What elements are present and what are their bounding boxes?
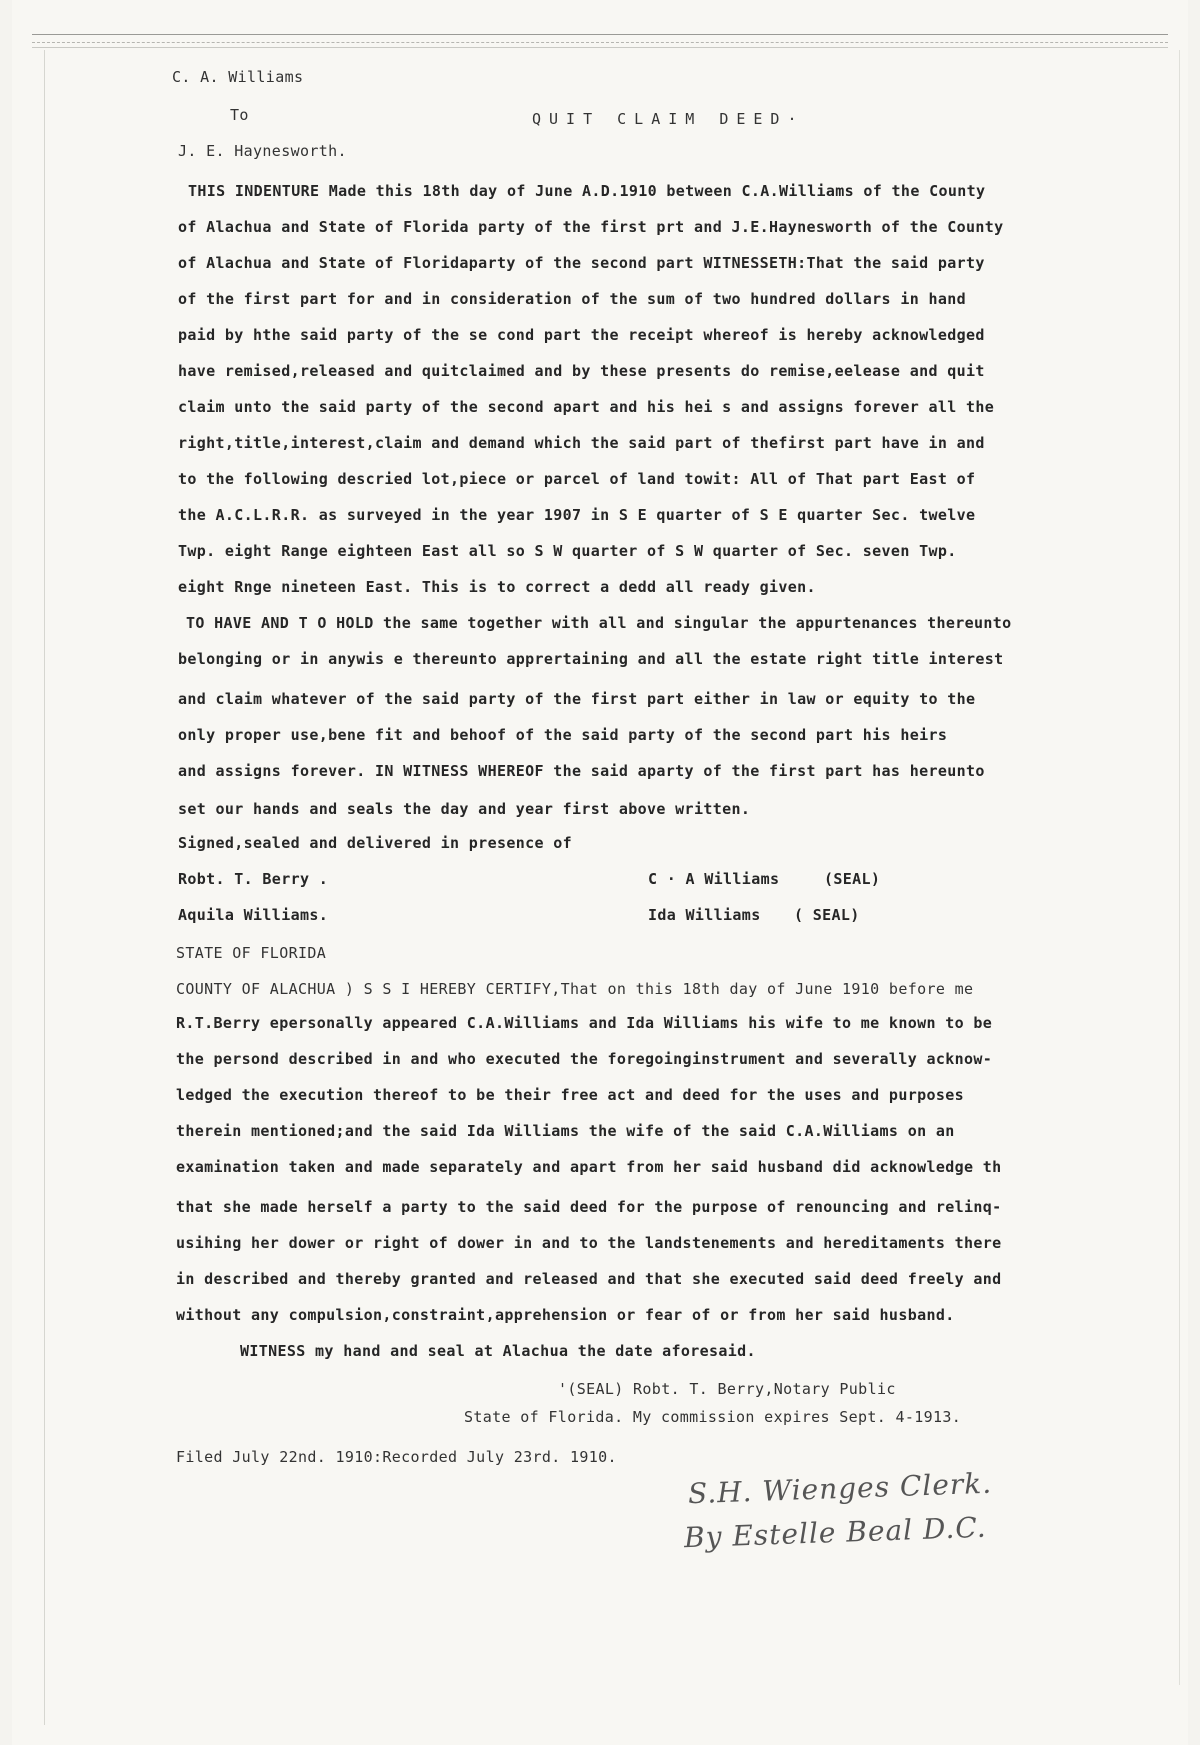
habendum-line: belonging or in anywis e thereunto apprertaining and all the estate right title interest xyxy=(178,650,1004,668)
acknowledgment-line: R.T.Berry epersonally appeared C.A.Williams and Ida Williams his wife to me known to be xyxy=(176,1014,993,1032)
body-line: the A.C.L.R.R. as surveyed in the year 1907 in S E quarter of S E quarter Sec. twelve xyxy=(178,506,976,524)
deputy-clerk-signature: By Estelle Beal D.C. xyxy=(683,1510,988,1555)
body-line: of the first part for and in consideration of the sum of two hundred dollars in hand xyxy=(178,290,966,308)
habendum-line: only proper use,bene fit and behoof of the said party of the second part his heirs xyxy=(178,726,948,744)
seal-label: ( SEAL) xyxy=(794,906,860,924)
body-line: of Alachua and State of Florida party of the first prt and J.E.Haynesworth of the County xyxy=(178,218,1004,236)
clerk-signature: S.H. Wienges Clerk. xyxy=(687,1466,993,1511)
body-line: right,title,interest,claim and demand which the said part of thefirst part have in and xyxy=(178,434,985,452)
habendum-line: TO HAVE AND T O HOLD the same together with all and singular the appurtenances thereunto xyxy=(186,614,1012,632)
document-title: QUIT CLAIM DEED· xyxy=(532,110,805,128)
acknowledgment-line: ledged the execution thereof to be their free act and deed for the uses and purposes xyxy=(176,1086,964,1104)
county-line: COUNTY OF ALACHUA ) S S I HEREBY CERTIFY,That on this 18th day of June 1910 before me xyxy=(176,980,974,998)
habendum-line: and assigns forever. IN WITNESS WHEREOF the said aparty of the first part has hereunto xyxy=(178,762,985,780)
to-label: To xyxy=(230,106,249,124)
top-rule xyxy=(32,34,1168,35)
acknowledgment-line: in described and thereby granted and released and that she executed said deed freely and xyxy=(176,1270,1002,1288)
grantee-name: J. E. Haynesworth. xyxy=(178,142,347,160)
left-margin-line xyxy=(44,50,45,1725)
top-rule-dashed xyxy=(32,42,1168,43)
deed-page xyxy=(12,0,1188,1745)
acknowledgment-line: therein mentioned;and the said Ida Williams the wife of the said C.A.Williams on an xyxy=(176,1122,955,1140)
seal-label: (SEAL) xyxy=(824,870,881,888)
commission-line: State of Florida. My commission expires Sept. 4-1913. xyxy=(464,1408,962,1426)
acknowledgment-line: without any compulsion,constraint,apprehension or fear of or from her said husband. xyxy=(176,1306,955,1324)
body-line: have remised,released and quitclaimed and by these presents do remise,eelease and quit xyxy=(178,362,985,380)
acknowledgment-line: that she made herself a party to the said deed for the purpose of renouncing and relinq- xyxy=(176,1198,1002,1216)
body-line: of Alachua and State of Floridaparty of the second part WITNESSETH:That the said party xyxy=(178,254,985,272)
acknowledgment-line: examination taken and made separately and apart from her said husband did acknowledge th xyxy=(176,1158,1002,1176)
filing-line: Filed July 22nd. 1910:Recorded July 23rd. 1910. xyxy=(176,1448,617,1466)
signer-name: Ida Williams xyxy=(648,906,761,924)
witness-name: Aquila Williams. xyxy=(178,906,329,924)
top-rule-light xyxy=(32,47,1168,48)
witness-name: Robt. T. Berry . xyxy=(178,870,329,888)
body-line: to the following descried lot,piece or parcel of land towit: All of That part East of xyxy=(178,470,976,488)
acknowledgment-line: usihing her dower or right of dower in and to the landstenements and hereditaments there xyxy=(176,1234,1002,1252)
habendum-line: set our hands and seals the day and year first above written. xyxy=(178,800,751,818)
body-line: paid by hthe said party of the se cond part the receipt whereof is hereby acknowledged xyxy=(178,326,985,344)
signed-intro: Signed,sealed and delivered in presence of xyxy=(178,834,572,852)
right-margin-line xyxy=(1179,50,1180,1685)
body-line: Twp. eight Range eighteen East all so S W quarter of S W quarter of Sec. seven Twp. xyxy=(178,542,957,560)
body-line: claim unto the said party of the second apart and his hei s and assigns forever all the xyxy=(178,398,995,416)
habendum-line: and claim whatever of the said party of the first part either in law or equity to the xyxy=(178,690,976,708)
signer-name: C · A Williams xyxy=(648,870,780,888)
witness-attest-line: WITNESS my hand and seal at Alachua the date aforesaid. xyxy=(240,1342,756,1360)
body-line: eight Rnge nineteen East. This is to correct a dedd all ready given. xyxy=(178,578,816,596)
grantor-name: C. A. Williams xyxy=(172,68,304,86)
acknowledgment-line: the persond described in and who executed the foregoinginstrument and severally acknow- xyxy=(176,1050,993,1068)
state-heading: STATE OF FLORIDA xyxy=(176,944,327,962)
body-line: THIS INDENTURE Made this 18th day of June A.D.1910 between C.A.Williams of the County xyxy=(188,182,986,200)
notary-line: '(SEAL) Robt. T. Berry,Notary Public xyxy=(558,1380,896,1398)
